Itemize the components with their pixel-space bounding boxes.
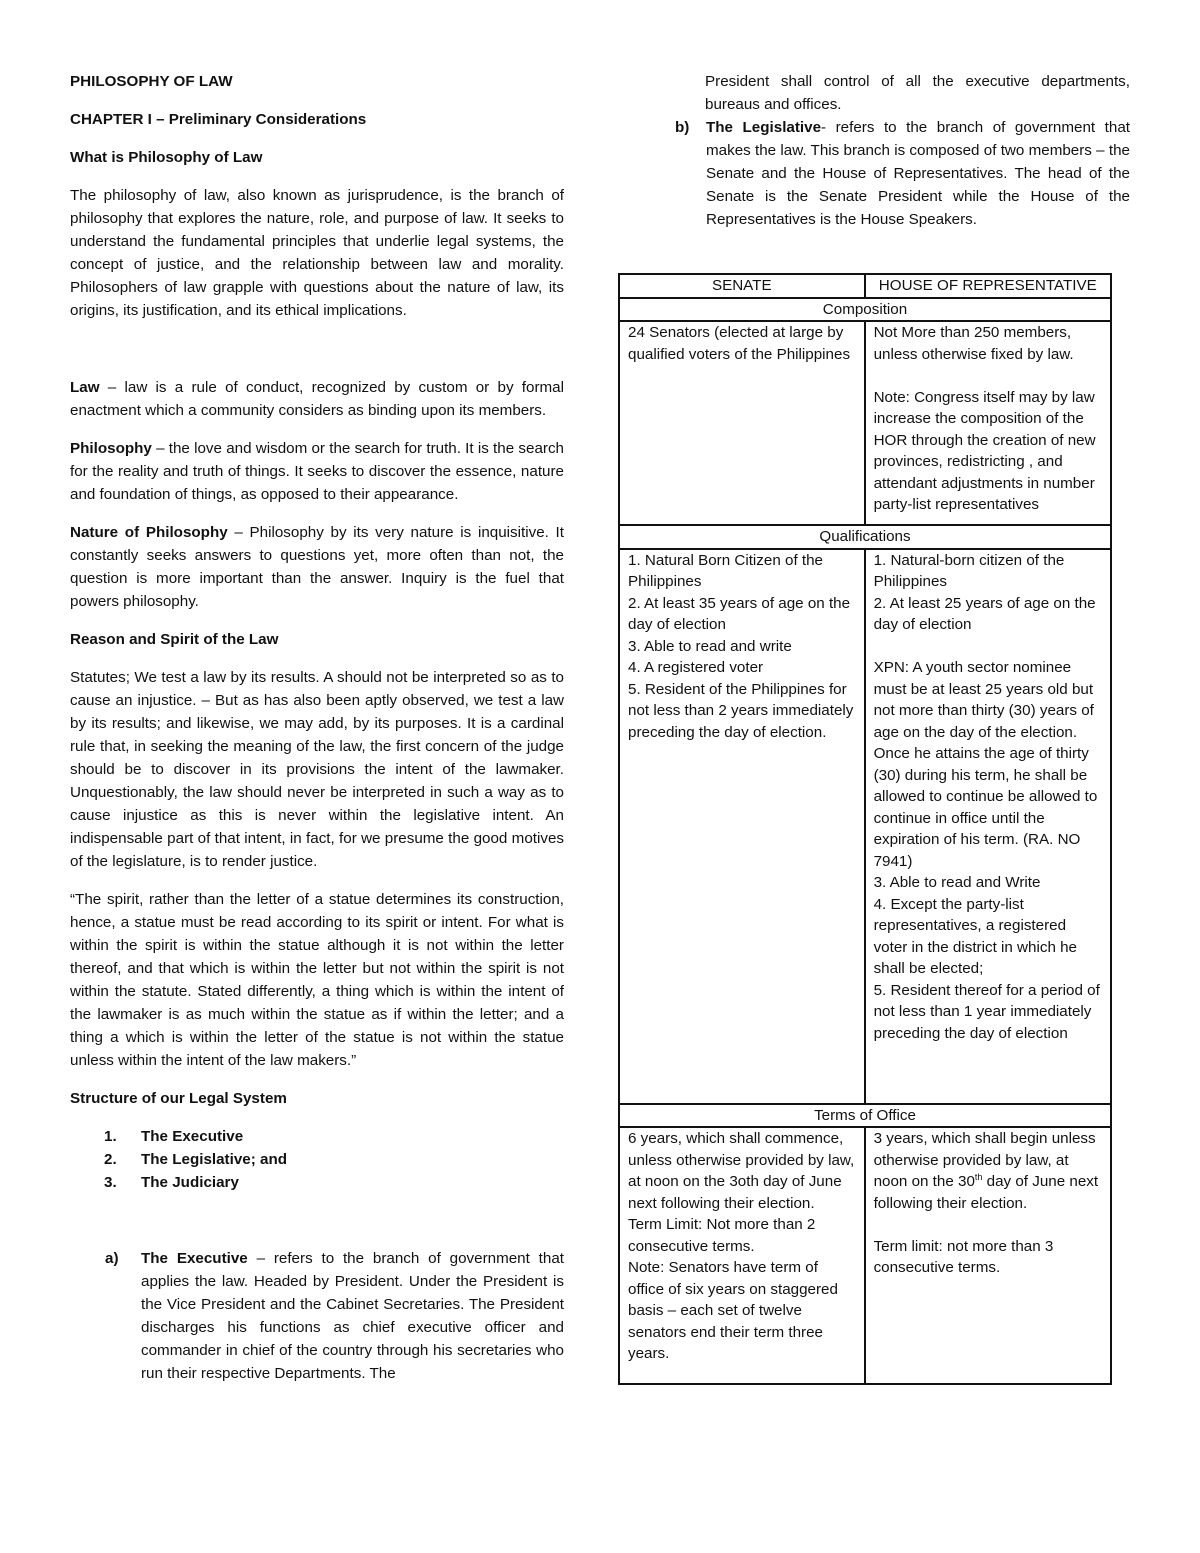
document-title: PHILOSOPHY OF LAW [70, 73, 233, 90]
nature-term: Nature of Philosophy [70, 524, 228, 541]
list-item: 1. The Executive [104, 1128, 244, 1145]
nature-text: – Philosophy by its very nature is inquisitive. It constantly seeks answers to questions yet, more often than not, the question is more important than the answer. Inquiry is the fuel that powers philosophy. [70, 524, 564, 610]
executive-item: a) The Executive – refers to the branch of government that applies the law. Headed by President. Under the President is the Vice President and the Cabinet Secretaries. The President discharges his functions as chief executive officer and commander in chief of the country through his secretaries who run their respective Departments. The [105, 1250, 564, 1382]
reason-heading: Reason and Spirit of the Law [70, 631, 279, 648]
chapter-heading: CHAPTER I – Preliminary Considerations [70, 111, 367, 128]
legislative-text: - refers to the branch of government that makes the law. This branch is composed of two members – the Senate and the House of Representatives. The head of the Senate is the Senate President while the House of the Representatives is the House Speakers. [706, 119, 1130, 228]
qualifications-label: Qualifications [619, 525, 1111, 549]
right-column [618, 70, 1130, 231]
philosophy-definition [70, 437, 564, 506]
executive-term: The Executive [141, 1250, 248, 1267]
table-header-row [619, 274, 1111, 298]
composition-house: Not More than 250 members, unless otherwise fixed by law. Note: Congress itself may by law increase the composition of the HOR through the creation of new provinces, redistricting , and attendant adjustments in number party-list representatives [865, 321, 1111, 525]
spacer [70, 1209, 564, 1247]
qualifications-house: 1. Natural-born citizen of the Philippines 2. At least 25 years of age on the day of election XPN: A youth sector nominee must be at least 25 years old but not more than thirty (30) years of age on the day of the election. Once he attains the age of thirty (30) during his term, he shall be allowed to continue be allowed to continue in office until the expiration of his term. (RA. NO 7941) 3. Able to read and Write 4. Except the party-list representatives, a registered voter in the district in which he shall be elected; 5. Resident thereof for a period of not less than 1 year immediately preceding the day of election [865, 549, 1111, 1104]
spacer [70, 337, 564, 376]
house-header: HOUSE OF REPRESENTATIVE [865, 274, 1111, 298]
law-definition [70, 376, 564, 422]
what-is-heading: What is Philosophy of Law [70, 149, 263, 166]
section-row [619, 525, 1111, 549]
composition-senate: 24 Senators (elected at large by qualified voters of the Philippines [619, 321, 865, 525]
terms-label: Terms of Office [619, 1104, 1111, 1128]
section-row [619, 298, 1111, 322]
executive-text: – refers to the branch of government that applies the law. Headed by President. Under the President is the Vice President and the Cabinet Secretaries. The President discharges his functions as chief executive officer and commander in chief of the country through his secretaries who run their respective Departments. The [141, 1250, 564, 1382]
law-text: – law is a rule of conduct, recognized by custom or by formal enactment which a community considers as binding upon its members. [70, 379, 564, 419]
senate-house-table [618, 273, 1112, 1385]
left-column [70, 70, 564, 1385]
terms-house: 3 years, which shall begin unless otherwise provided by law, at noon on the 30th day of June next following their election. Term limit: not more than 3 consecutive terms. [865, 1127, 1111, 1384]
composition-label: Composition [619, 298, 1111, 322]
list-item: 3. The Judiciary [104, 1174, 239, 1191]
terms-senate: 6 years, which shall commence, unless otherwise provided by law, at noon on the 3oth day of June next following their election. Term Limit: Not more than 2 consecutive terms. Note: Senators have term of office of six years on staggered basis – each set of twelve senators end their term three years. [619, 1127, 865, 1384]
philosophy-text: – the love and wisdom or the search for truth. It is the search for the reality and truth of things. It seeks to discover the essence, nature and foundation of things, as opposed to their appearance. [70, 440, 564, 503]
executive-continued: President shall control of all the executive departments, bureaus and offices. [705, 73, 1130, 113]
statutes-paragraph: Statutes; We test a law by its results. A should not be interpreted so as to cause an injustice. – But as has also been aptly observed, we test a law by its results; and likewise, we may add, by its purposes. It is a cardinal rule that, in seeking the meaning of the law, the first concern of the judge should be to discover in its provisions the intent of the lawmaker. Unquestionably, the law should never be interpreted in such a way as to cause injustice as this is never within the legislative intent. An indispensable part of that intent, in fact, for we presume the good motives of the legislature, is to render justice. [70, 669, 564, 870]
table-row [619, 1127, 1111, 1384]
section-row [619, 1104, 1111, 1128]
table-row [619, 549, 1111, 1104]
law-term: Law [70, 379, 100, 396]
philosophy-term: Philosophy [70, 440, 152, 457]
nature-definition [70, 521, 564, 613]
structure-list [70, 1125, 564, 1194]
structure-heading: Structure of our Legal System [70, 1090, 287, 1107]
intro-paragraph: The philosophy of law, also known as jurisprudence, is the branch of philosophy that explores the nature, role, and purpose of law. It seeks to understand the fundamental principles that underlie legal systems, the concept of justice, and the relationship between law and morality. Philosophers of law grapple with questions about the nature of law, its origins, its justification, and its ethical implications. [70, 187, 564, 319]
spirit-quote: “The spirit, rather than the letter of a statue determines its construction, hence, a statue must be read according to its spirit or intent. For what is within the spirit is within the statue although it is not within the letter thereof, and that which is within the letter but not within the spirit is not within the statute. Stated differently, a thing which is within the intent of the lawmaker is as much within the statue as if within the letter; and a thing a which is within the letter of the statue is not within the statue unless within the intent of the law makers.” [70, 891, 564, 1069]
qualifications-senate: 1. Natural Born Citizen of the Philippines 2. At least 35 years of age on the day of election 3. Able to read and write 4. A registered voter 5. Resident of the Philippines for not less than 2 years immediately preceding the day of election. [619, 549, 865, 1104]
table-row [619, 321, 1111, 525]
legislative-item: b) The Legislative- refers to the branch of government that makes the law. This branch is composed of two members – the Senate and the House of Representatives. The head of the Senate is the Senate President while the House of the Representatives is the House Speakers. [675, 119, 1130, 228]
list-item: 2. The Legislative; and [104, 1151, 288, 1168]
legislative-term: The Legislative [706, 119, 822, 136]
senate-header: SENATE [619, 274, 865, 298]
